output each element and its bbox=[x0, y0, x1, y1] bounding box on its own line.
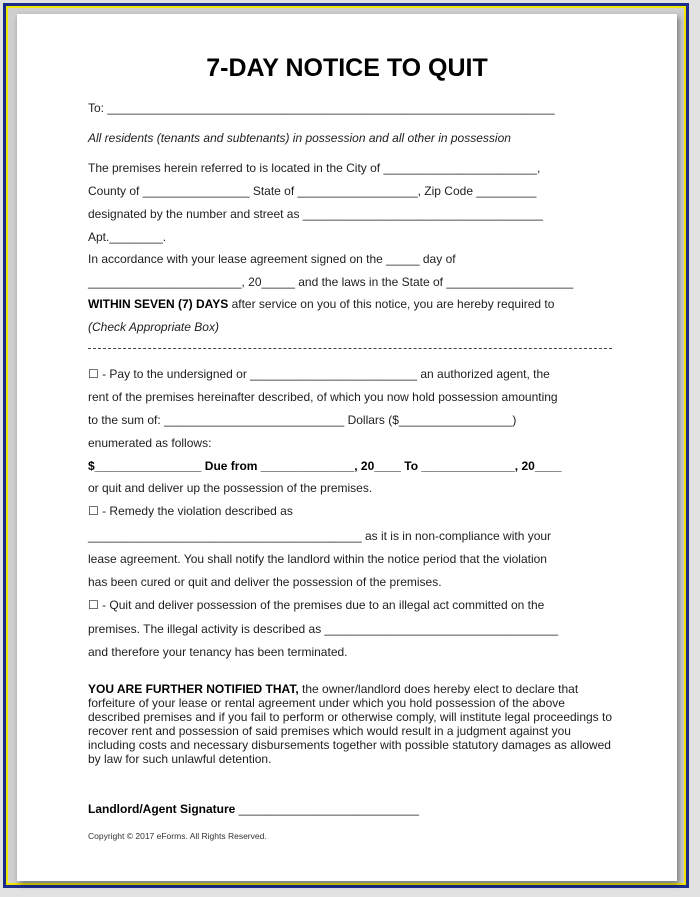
within-seven-days-line bbox=[88, 297, 554, 311]
due-from-field: $________________ Due from ______________, 20____ To ______________, 20____ bbox=[88, 459, 562, 473]
within-seven-days-bold: WITHIN SEVEN (7) DAYS bbox=[88, 297, 229, 311]
check-box-instruction: (Check Appropriate Box) bbox=[88, 320, 219, 334]
further-notified-text: the owner/landlord does hereby elect to declare that forfeiture of your lease or rental agreement under which you hold possession of the above described premises and if you fail to perform or otherwise comply, will institute legal proceedings to recover rent and possession of said premises which would result in a judgment against you including costs and necessary disbursements together with possible statutory damages as allowed by law for such unlawful detention. bbox=[88, 682, 613, 766]
violation-field: _________________________________________ as it is in non-compliance with your bbox=[88, 529, 552, 543]
signature-label: Landlord/Agent Signature bbox=[88, 802, 236, 816]
sum-field: to the sum of: ___________________________ Dollars ($_________________) bbox=[88, 413, 517, 427]
further-notified-paragraph bbox=[88, 682, 618, 766]
dashed-divider bbox=[88, 348, 612, 349]
lease-signed-line: In accordance with your lease agreement signed on the _____ day of bbox=[88, 252, 456, 266]
document-page bbox=[17, 14, 677, 881]
cured-line: has been cured or quit and deliver the possession of the premises. bbox=[88, 575, 442, 589]
or-quit-line: or quit and deliver up the possession of the premises. bbox=[88, 481, 373, 495]
date-state-field: _______________________, 20_____ and the laws in the State of ___________________ bbox=[88, 275, 574, 289]
copyright-notice: Copyright © 2017 eForms. All Rights Reserved. bbox=[88, 831, 267, 841]
notify-line: lease agreement. You shall notify the landlord within the notice period that the violation bbox=[88, 552, 547, 566]
further-notified-bold: YOU ARE FURTHER NOTIFIED THAT, bbox=[88, 682, 299, 696]
enumerated-line: enumerated as follows: bbox=[88, 436, 212, 450]
signature-line: ___________________________ bbox=[235, 802, 419, 816]
within-seven-days-rest: after service on you of this notice, you are hereby required to bbox=[228, 297, 555, 311]
apt-field: Apt.________. bbox=[88, 230, 167, 244]
illegal-act-option: ☐ - Quit and deliver possession of the premises due to an illegal act committed on the bbox=[88, 598, 545, 612]
remedy-option: ☐ - Remedy the violation described as bbox=[88, 504, 293, 518]
pay-option: ☐ - Pay to the undersigned or _________________________ an authorized agent, the bbox=[88, 367, 550, 381]
county-state-zip-field: County of ________________ State of __________________, Zip Code _________ bbox=[88, 184, 537, 198]
rent-line: rent of the premises hereinafter described, of which you now hold possession amounting bbox=[88, 390, 558, 404]
document-title: 7-DAY NOTICE TO QUIT bbox=[206, 54, 488, 82]
street-field: designated by the number and street as ____________________________________ bbox=[88, 207, 544, 221]
to-field: To: ___________________________________________________________________ bbox=[88, 101, 555, 115]
illegal-activity-field: premises. The illegal activity is described as ___________________________________ bbox=[88, 622, 559, 636]
residents-line: All residents (tenants and subtenants) in possession and all other in possession bbox=[88, 131, 511, 145]
terminated-line: and therefore your tenancy has been terminated. bbox=[88, 645, 348, 659]
signature-field bbox=[88, 802, 419, 816]
premises-city-field: The premises herein referred to is located in the City of _______________________, bbox=[88, 161, 541, 175]
